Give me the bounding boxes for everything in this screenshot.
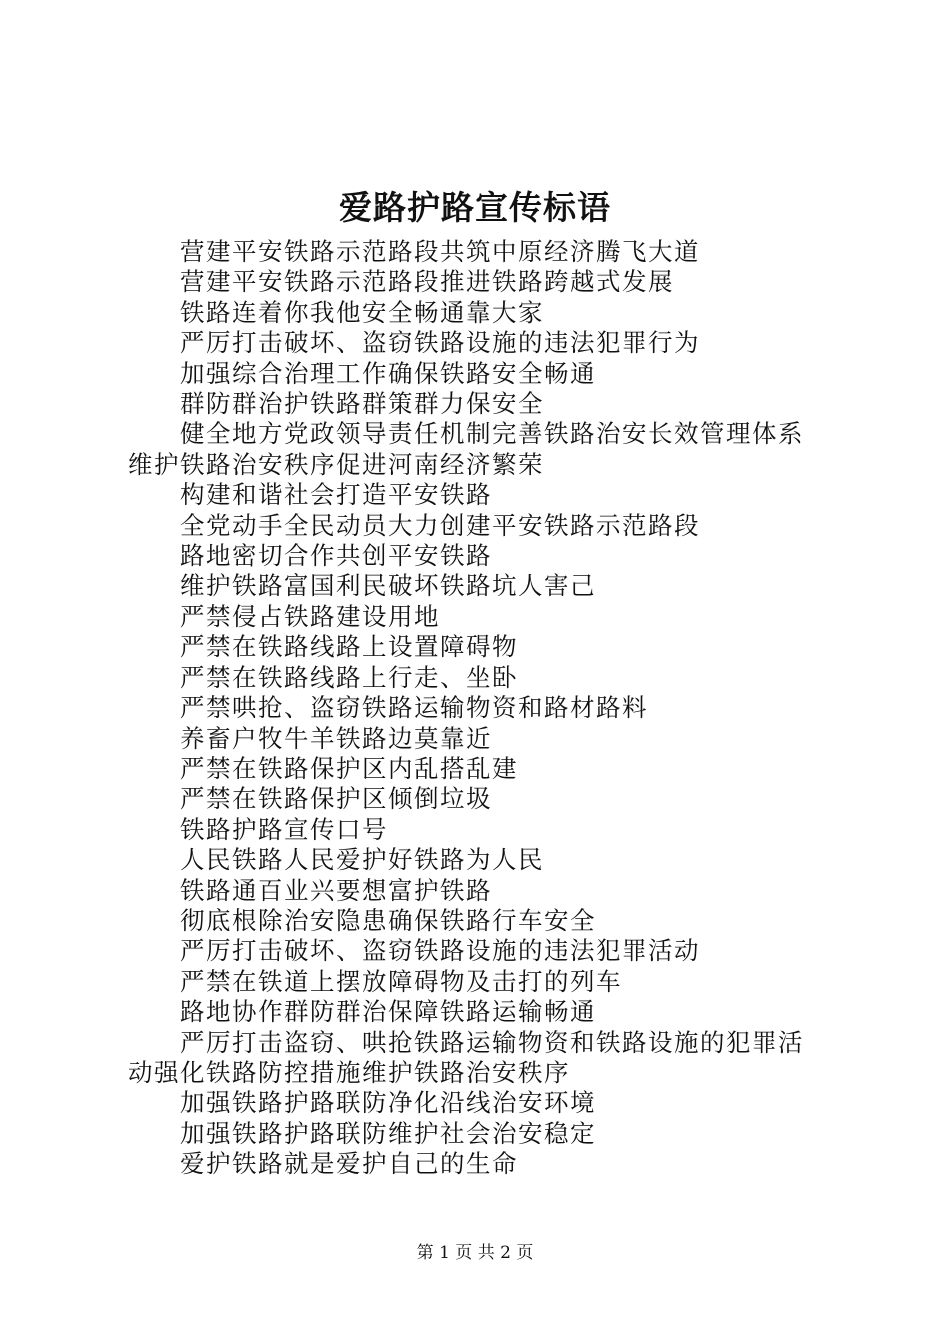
slogan-paragraph: 铁路连着你我他安全畅通靠大家 [180,297,544,327]
slogan-paragraph: 铁路通百业兴要想富护铁路 [180,875,492,905]
slogan-paragraph: 严禁哄抢、盗窃铁路运输物资和路材路料 [180,693,648,723]
slogan-paragraph: 人民铁路人民爱护好铁路为人民 [180,845,544,875]
slogan-paragraph: 爱护铁路就是爱护自己的生命 [180,1149,518,1179]
slogan-paragraph: 营建平安铁路示范路段推进铁路跨越式发展 [180,267,674,297]
slogan-paragraph: 维护铁路富国利民破坏铁路坑人害己 [180,571,596,601]
slogan-paragraph: 严禁在铁路保护区内乱搭乱建 [180,753,518,783]
slogan-paragraph: 健全地方党政领导责任机制完善铁路治安长效管理体系维护铁路治安秩序促进河南经济繁荣 [128,419,804,479]
slogan-paragraph: 路地协作群防群治保障铁路运输畅通 [180,997,596,1027]
slogan-paragraph: 全党动手全民动员大力创建平安铁路示范路段 [180,510,700,540]
slogan-paragraph: 严禁在铁路线路上设置障碍物 [180,632,518,662]
slogan-paragraph: 严厉打击盗窃、哄抢铁路运输物资和铁路设施的犯罪活动强化铁路防控措施维护铁路治安秩序 [128,1027,804,1087]
slogan-paragraph: 加强综合治理工作确保铁路安全畅通 [180,358,596,388]
slogan-paragraph: 严禁在铁路保护区倾倒垃圾 [180,784,492,814]
slogan-paragraph: 严禁侵占铁路建设用地 [180,601,440,631]
slogan-paragraph: 营建平安铁路示范路段共筑中原经济腾飞大道 [180,237,700,266]
slogan-paragraph: 构建和谐社会打造平安铁路 [180,480,492,510]
slogan-paragraph: 铁路护路宣传口号 [180,814,388,844]
slogan-paragraph: 彻底根除治安隐患确保铁路行车安全 [180,905,596,935]
slogan-paragraph: 严禁在铁路线路上行走、坐卧 [180,662,518,692]
page-number-footer: 第 1 页 共 2 页 [416,1243,534,1263]
slogan-paragraph: 群防群治护铁路群策群力保安全 [180,389,544,419]
document-body [128,237,828,1180]
slogan-paragraph: 路地密切合作共创平安铁路 [180,541,492,571]
slogan-paragraph: 严禁在铁道上摆放障碍物及击打的列车 [180,966,622,996]
document-title: 爱路护路宣传标语 [339,188,611,227]
slogan-paragraph: 加强铁路护路联防维护社会治安稳定 [180,1118,596,1148]
slogan-paragraph: 严厉打击破坏、盗窃铁路设施的违法犯罪行为 [180,328,700,358]
slogan-paragraph: 严厉打击破坏、盗窃铁路设施的违法犯罪活动 [180,936,700,966]
slogan-paragraph: 养畜户牧牛羊铁路边莫靠近 [180,723,492,753]
slogan-paragraph: 加强铁路护路联防净化沿线治安环境 [180,1088,596,1118]
